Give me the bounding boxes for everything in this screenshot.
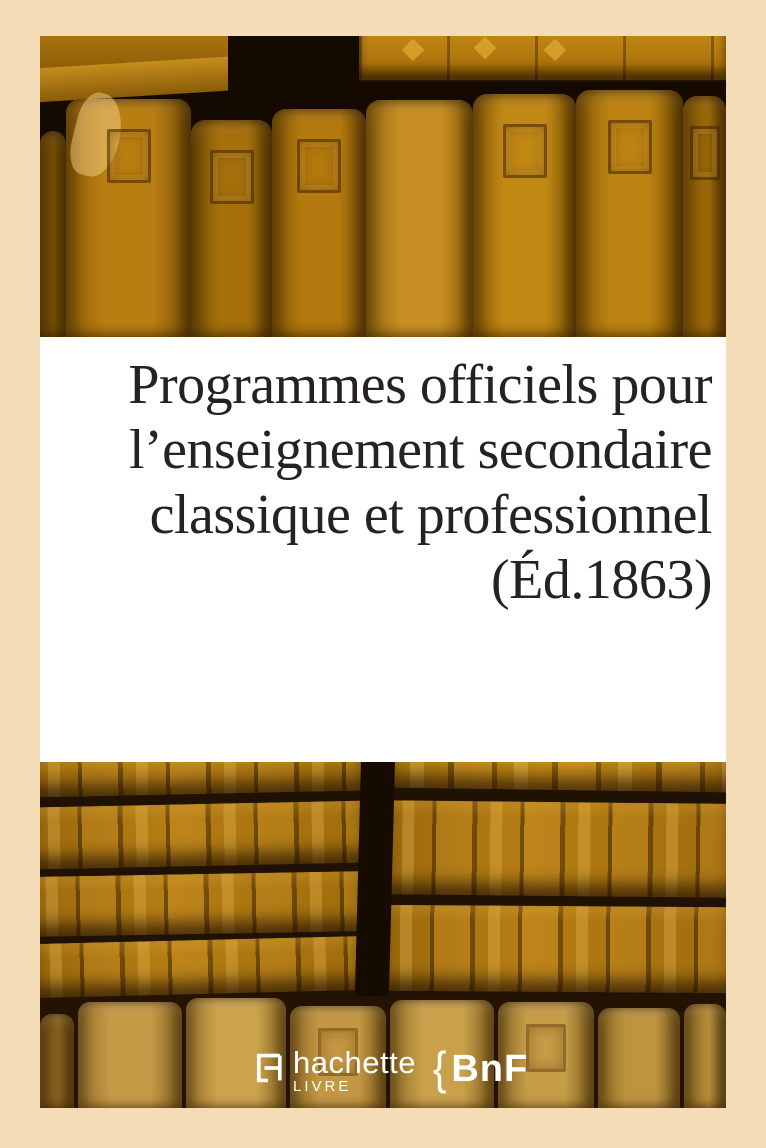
book-spine	[191, 120, 272, 337]
book-stack-row	[40, 762, 364, 797]
bnf-wordmark: BnF	[451, 1048, 529, 1090]
book-spine	[66, 99, 191, 337]
title-line-3: classique et professionnel	[149, 484, 712, 546]
book-spine	[40, 1014, 74, 1108]
title-line-2: l’enseignement secondaire	[128, 419, 712, 481]
hachette-livre-logo	[252, 1045, 416, 1095]
book-spine	[473, 94, 576, 337]
gilt-ornament	[544, 39, 567, 62]
bnf-logo	[432, 1042, 529, 1094]
book-spine	[598, 1008, 680, 1108]
bnf-brace-icon: {	[432, 1042, 447, 1094]
gilt-ornament	[402, 39, 425, 62]
book-stack-row	[40, 871, 366, 937]
book-label	[503, 124, 547, 178]
book-spine	[576, 90, 683, 337]
book-spine	[78, 1002, 182, 1108]
book-stack-row	[384, 800, 726, 898]
book-spine	[683, 96, 726, 337]
publisher-logo-bar	[252, 1042, 529, 1095]
title-block	[40, 337, 726, 762]
book-stack-row	[40, 800, 367, 869]
gilt-ornament	[474, 37, 497, 60]
upper-book-spines	[359, 36, 726, 80]
title-line-4: (Éd.1863)	[490, 549, 712, 611]
book-stack-row	[388, 762, 726, 792]
book-spine	[684, 1004, 726, 1108]
book-cover	[40, 36, 726, 1108]
book-stack-row	[382, 905, 726, 993]
book-spine	[366, 100, 473, 337]
book-label	[526, 1024, 566, 1072]
books-photo-top	[40, 36, 726, 337]
book-spine	[272, 109, 366, 337]
hachette-wordmark: hachette	[293, 1045, 416, 1080]
books-photo-bottom	[40, 762, 726, 1108]
book-label	[210, 150, 254, 204]
book-label	[297, 139, 341, 193]
book-spine	[40, 131, 66, 337]
stack-gap-shadow	[355, 762, 395, 996]
book-stack-row	[40, 936, 363, 998]
hachette-livre-label: LIVRE	[293, 1078, 352, 1095]
book-label	[107, 129, 151, 183]
book-label	[690, 126, 720, 180]
hachette-h-icon	[252, 1048, 286, 1088]
book-label	[608, 120, 652, 174]
title-line-1: Programmes officiels pour	[128, 354, 712, 416]
